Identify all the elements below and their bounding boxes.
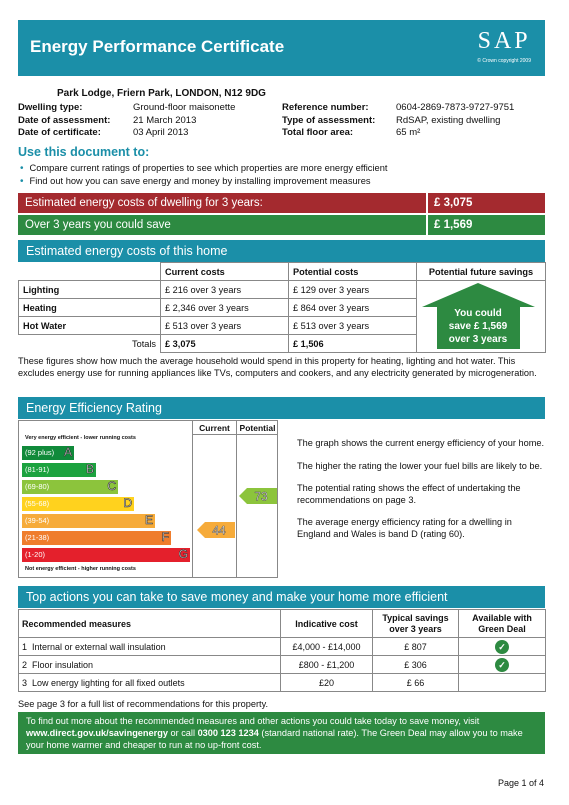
band-c (22, 480, 118, 494)
band-range: (69-80) (25, 482, 50, 491)
use-heading: Use this document to: (18, 145, 150, 159)
band-range: (92 plus) (25, 448, 55, 457)
rating-bottom-note: Not energy efficient - higher running costs (25, 566, 136, 572)
band-letter: C (107, 479, 116, 493)
band-a (22, 446, 74, 460)
details-labels-left (18, 102, 110, 140)
details-labels-right (282, 102, 375, 140)
col-green-deal: Available with Green Deal (459, 610, 546, 638)
bullet-icon: • (20, 176, 24, 187)
band-range: (55-68) (25, 499, 50, 508)
costs-section-heading: Estimated energy costs of this home (18, 240, 545, 262)
table-row: Hot Water £ 513 over 3 years £ 513 over 3 years (19, 317, 546, 335)
details-values-left (133, 102, 235, 140)
col-future-savings: Potential future savings (417, 263, 546, 281)
rating-section-heading: Energy Efficiency Rating (18, 397, 545, 419)
band-letter: B (85, 462, 94, 476)
energy-rating-chart (18, 420, 278, 578)
band-d (22, 497, 134, 511)
estimated-costs-value: £ 3,075 (428, 193, 545, 213)
table-row: 2 Floor insulation £800 - £1,200 £ 306 ✓ (19, 656, 546, 674)
bullet-icon: • (20, 163, 24, 174)
details-values-right (396, 102, 514, 140)
could-save-label: Over 3 years you could save (18, 215, 428, 235)
costs-note: These figures show how much the average household would spend in this property for heating, lighting and hot water. This excludes energy use for running appliances like TVs, computers and cookers, and any electricity generated by microgeneration. (18, 356, 537, 378)
savingenergy-link[interactable]: www.direct.gov.uk/savingenergy (26, 728, 168, 738)
page-number: Page 1 of 4 (497, 778, 544, 788)
copyright: © Crown copyright 2009 (477, 58, 531, 64)
band-letter: F (161, 530, 169, 544)
band-range: (81-91) (25, 465, 50, 474)
check-icon: ✓ (495, 640, 509, 654)
savings-line-2: save £ 1,569 (448, 321, 508, 332)
band-letter: G (178, 547, 188, 561)
col-measures: Recommended measures (19, 610, 281, 638)
header-banner (18, 20, 545, 76)
reference-number: 0604-2869-7873-9727-9751 (396, 102, 515, 113)
rating-top-note: Very energy efficient - lower running costs (25, 435, 136, 441)
bullet-item: • Find out how you can save energy and money by installing improvement measures (20, 176, 371, 187)
rating-explanation: The graph shows the current energy efficiency of your home. The higher the rating the lower your fuel bills are likely to be. The potential rating shows the effect of undertaking the recommendations on page 3. The average energy efficiency rating for a dwelling in England and Wales is band D (rating 60). (297, 438, 545, 539)
potential-rating-marker (239, 488, 277, 504)
band-e (22, 514, 155, 528)
reference-label: Reference number: (282, 102, 369, 113)
table-row: 1 Internal or external wall insulation £4,000 - £14,000 £ 807 ✓ (19, 638, 546, 656)
col-savings: Typical savings over 3 years (373, 610, 459, 638)
col-current: Current (192, 421, 236, 435)
actions-table (18, 609, 546, 692)
date-assessment: 21 March 2013 (133, 114, 197, 126)
current-rating-marker (197, 522, 235, 538)
phone-number: 0300 123 1234 (197, 728, 259, 738)
col-potential-costs: Potential costs (289, 263, 417, 281)
sap-logo-text: SAP (477, 28, 531, 54)
table-row: Lighting £ 216 over 3 years £ 129 over 3 years (19, 281, 546, 299)
band-g (22, 548, 190, 562)
type-assessment-label: Type of assessment: (282, 114, 376, 126)
band-b (22, 463, 96, 477)
band-letter: D (123, 496, 132, 510)
floor-area: 65 m² (396, 127, 421, 138)
floor-area-label: Total floor area: (282, 127, 354, 138)
savings-line-3: over 3 years (448, 334, 508, 345)
dwelling-type: Ground-floor maisonette (133, 102, 236, 113)
savings-line-1: You could (454, 308, 502, 319)
band-f (22, 531, 171, 545)
totals-row: Totals £ 3,075 £ 1,506 (19, 335, 546, 353)
current-rating-value: 44 (212, 523, 226, 538)
date-certificate-label: Date of certificate: (18, 127, 101, 138)
table-row: Heating £ 2,346 over 3 years £ 864 over 3 years (19, 299, 546, 317)
date-certificate: 03 April 2013 (133, 127, 189, 138)
green-deal-info: To find out more about the recommended measures and other actions you could take today to save money, visit www.direct.gov.uk/savingenergy or call 0300 123 1234 (standard national rate). The Green Deal may allow you to make your home warmer and cheaper to run at no up-front cost. (18, 712, 545, 754)
col-current-costs: Current costs (161, 263, 289, 281)
band-range: (1-20) (25, 550, 46, 559)
estimated-costs-bar (18, 193, 545, 213)
check-icon: ✓ (495, 658, 509, 672)
potential-rating-value: 73 (254, 489, 268, 504)
col-cost: Indicative cost (281, 610, 373, 638)
actions-section-heading: Top actions you can take to save money and make your home more efficient (18, 586, 545, 608)
could-save-bar (18, 215, 545, 235)
property-address: Park Lodge, Friern Park, LONDON, N12 9DG (57, 88, 266, 99)
could-save-value: £ 1,569 (428, 215, 545, 235)
bullet-item: • Compare current ratings of properties to see which properties are more energy efficient (20, 163, 388, 174)
use-bullets (20, 162, 387, 188)
type-assessment: RdSAP, existing dwelling (396, 114, 501, 126)
estimated-costs-label: Estimated energy costs of dwelling for 3 years: (18, 193, 428, 213)
date-assessment-label: Date of assessment: (18, 114, 111, 126)
dwelling-type-label: Dwelling type: (18, 102, 83, 113)
recommendations-footnote: See page 3 for a full list of recommendations for this property. (18, 699, 269, 709)
sap-logo (477, 28, 531, 64)
table-row: 3 Low energy lighting for all fixed outlets £20 £ 66 (19, 674, 546, 692)
page-title: Energy Performance Certificate (30, 37, 285, 56)
band-letter: E (144, 513, 153, 527)
band-letter: A (63, 445, 72, 459)
band-range: (21-38) (25, 533, 50, 542)
savings-arrow-icon (422, 283, 535, 349)
band-range: (39-54) (25, 516, 50, 525)
col-potential: Potential (236, 421, 278, 435)
